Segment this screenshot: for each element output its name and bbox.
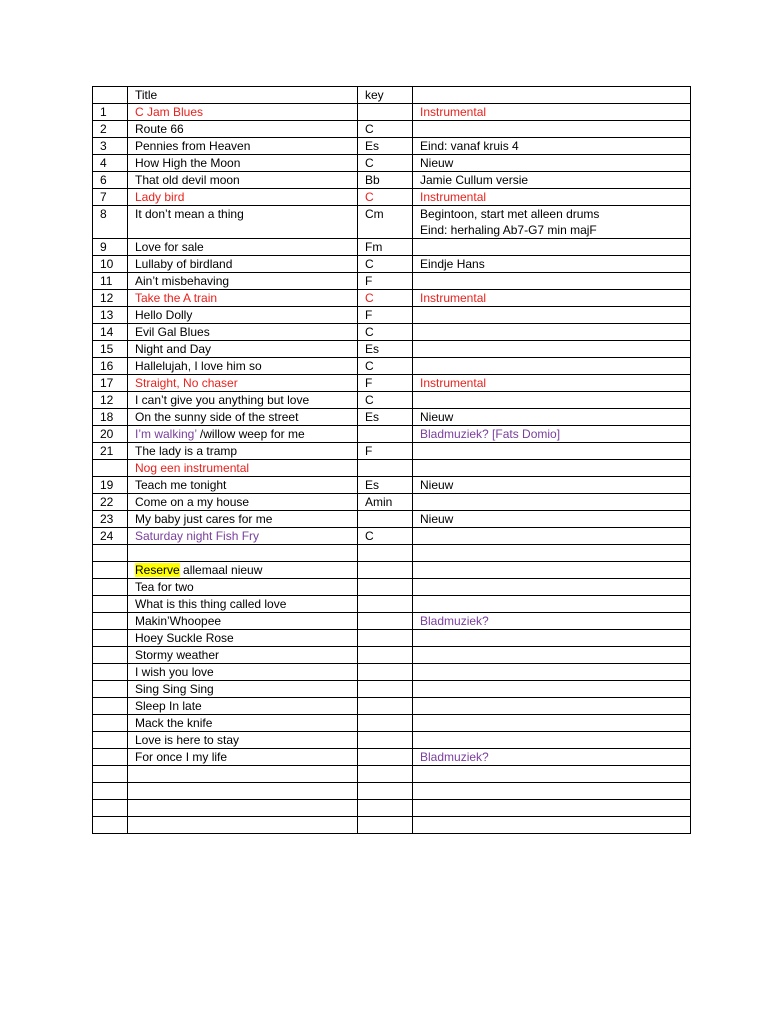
row-number	[93, 783, 128, 800]
header-number	[93, 87, 128, 104]
table-row	[93, 528, 691, 545]
note-line: Instrumental	[420, 291, 487, 305]
setlist-table	[92, 86, 691, 834]
row-number	[93, 545, 128, 562]
song-key: C	[358, 256, 413, 273]
row-number: 12	[93, 392, 128, 409]
row-number: 14	[93, 324, 128, 341]
row-number	[93, 749, 128, 766]
note-line: Jamie Cullum versie	[420, 173, 529, 187]
song-key: C	[358, 392, 413, 409]
table-row	[93, 121, 691, 138]
table-row	[93, 341, 691, 358]
song-notes	[413, 290, 691, 307]
song-notes	[413, 579, 691, 596]
table-row	[93, 647, 691, 664]
row-number	[93, 596, 128, 613]
table-row	[93, 749, 691, 766]
song-title: That old devil moon	[135, 173, 240, 187]
row-number: 3	[93, 138, 128, 155]
song-notes	[413, 715, 691, 732]
song-title: It don’t mean a thing	[135, 207, 244, 221]
song-key	[358, 579, 413, 596]
row-number	[93, 630, 128, 647]
song-title: What is this thing called love	[135, 597, 287, 611]
song-title: On the sunny side of the street	[135, 410, 299, 424]
table-row	[93, 239, 691, 256]
note-line: Nieuw	[420, 512, 454, 526]
note-line: Begintoon, start met alleen drums	[420, 207, 600, 221]
row-number: 20	[93, 426, 128, 443]
row-number	[93, 579, 128, 596]
table-row	[93, 273, 691, 290]
song-title: Straight, No chaser	[135, 376, 238, 390]
table-row	[93, 511, 691, 528]
song-title-cell	[128, 749, 358, 766]
song-key: C	[358, 358, 413, 375]
song-title-cell	[128, 766, 358, 783]
song-title-cell	[128, 528, 358, 545]
song-key: Es	[358, 477, 413, 494]
table-row	[93, 698, 691, 715]
song-notes	[413, 358, 691, 375]
song-title: C Jam Blues	[135, 105, 204, 119]
table-row	[93, 596, 691, 613]
song-notes	[413, 494, 691, 511]
note-line: Bladmuziek? [Fats Domio]	[420, 427, 561, 441]
table-row	[93, 630, 691, 647]
song-key	[358, 647, 413, 664]
song-title-cell	[128, 460, 358, 477]
note-line: Bladmuziek?	[420, 614, 489, 628]
table-row	[93, 715, 691, 732]
note-line: Instrumental	[420, 190, 487, 204]
song-notes	[413, 426, 691, 443]
row-number: 2	[93, 121, 128, 138]
song-title: Ain’t misbehaving	[135, 274, 230, 288]
header-title: Title	[128, 87, 358, 104]
note-line: Instrumental	[420, 105, 487, 119]
song-title: Reserve	[135, 563, 180, 577]
song-key	[358, 749, 413, 766]
song-title-cell	[128, 392, 358, 409]
song-notes	[413, 324, 691, 341]
row-number	[93, 766, 128, 783]
song-key: C	[358, 324, 413, 341]
song-title-cell	[128, 341, 358, 358]
row-number: 16	[93, 358, 128, 375]
song-title: Love is here to stay	[135, 733, 240, 747]
song-key: Cm	[358, 206, 413, 239]
song-title: My baby just cares for me	[135, 512, 273, 526]
table-row	[93, 324, 691, 341]
note-line: Nieuw	[420, 478, 454, 492]
table-row	[93, 817, 691, 834]
song-title: Sleep In late	[135, 699, 202, 713]
song-notes	[413, 104, 691, 121]
song-key	[358, 562, 413, 579]
header-row	[93, 87, 691, 104]
song-notes	[413, 562, 691, 579]
song-notes	[413, 172, 691, 189]
row-number: 12	[93, 290, 128, 307]
song-title: Route 66	[135, 122, 184, 136]
song-key	[358, 817, 413, 834]
song-title-cell	[128, 206, 358, 239]
note-line: Eind: vanaf kruis 4	[420, 139, 519, 153]
song-key	[358, 596, 413, 613]
song-title: Saturday night Fish Fry	[135, 529, 260, 543]
song-notes	[413, 392, 691, 409]
table-row	[93, 443, 691, 460]
row-number: 9	[93, 239, 128, 256]
row-number	[93, 613, 128, 630]
song-key	[358, 511, 413, 528]
song-title-cell	[128, 579, 358, 596]
song-title: Mack the knife	[135, 716, 213, 730]
song-title-cell	[128, 613, 358, 630]
song-notes	[413, 121, 691, 138]
row-number	[93, 817, 128, 834]
song-notes	[413, 528, 691, 545]
song-key	[358, 681, 413, 698]
song-title: Makin’Whoopee	[135, 614, 222, 628]
table-row	[93, 664, 691, 681]
song-notes	[413, 155, 691, 172]
table-row	[93, 358, 691, 375]
song-title: Lullaby of birdland	[135, 257, 233, 271]
row-number: 22	[93, 494, 128, 511]
table-row	[93, 409, 691, 426]
song-notes	[413, 460, 691, 477]
song-title: I can’t give you anything but love	[135, 393, 310, 407]
row-number: 23	[93, 511, 128, 528]
song-notes	[413, 256, 691, 273]
song-title-cell	[128, 273, 358, 290]
song-title-cell	[128, 664, 358, 681]
row-number: 7	[93, 189, 128, 206]
song-key	[358, 698, 413, 715]
song-key	[358, 732, 413, 749]
row-number: 1	[93, 104, 128, 121]
header-key: key	[358, 87, 413, 104]
song-title-cell	[128, 494, 358, 511]
song-key: F	[358, 443, 413, 460]
note-line: Eindje Hans	[420, 257, 485, 271]
song-title-cell	[128, 172, 358, 189]
table-row	[93, 562, 691, 579]
row-number: 18	[93, 409, 128, 426]
song-notes	[413, 630, 691, 647]
row-number: 6	[93, 172, 128, 189]
song-key	[358, 613, 413, 630]
song-notes	[413, 766, 691, 783]
note-line: Instrumental	[420, 376, 487, 390]
song-title: I wish you love	[135, 665, 214, 679]
note-line: Nieuw	[420, 156, 454, 170]
song-title-cell	[128, 800, 358, 817]
row-number: 10	[93, 256, 128, 273]
table-row	[93, 104, 691, 121]
song-title-cell	[128, 562, 358, 579]
song-title-cell	[128, 189, 358, 206]
row-number: 17	[93, 375, 128, 392]
song-title-cell	[128, 155, 358, 172]
song-notes	[413, 273, 691, 290]
song-notes	[413, 681, 691, 698]
song-title-cell	[128, 409, 358, 426]
song-key: F	[358, 375, 413, 392]
song-key	[358, 460, 413, 477]
row-number: 15	[93, 341, 128, 358]
song-key: C	[358, 121, 413, 138]
table-row	[93, 494, 691, 511]
table-row	[93, 392, 691, 409]
song-title: Pennies from Heaven	[135, 139, 251, 153]
song-title-cell	[128, 324, 358, 341]
song-title: For once I my life	[135, 750, 228, 764]
song-title-cell	[128, 545, 358, 562]
song-title-cell	[128, 375, 358, 392]
setlist-rows	[93, 104, 691, 834]
table-row	[93, 138, 691, 155]
song-title: Stormy weather	[135, 648, 220, 662]
song-key	[358, 664, 413, 681]
table-row	[93, 783, 691, 800]
song-notes	[413, 189, 691, 206]
row-number: 24	[93, 528, 128, 545]
song-notes	[413, 800, 691, 817]
table-row	[93, 766, 691, 783]
song-title-cell	[128, 715, 358, 732]
row-number: 11	[93, 273, 128, 290]
song-key: Es	[358, 409, 413, 426]
song-notes	[413, 817, 691, 834]
song-key	[358, 104, 413, 121]
note-line: Nieuw	[420, 410, 454, 424]
song-key: Es	[358, 138, 413, 155]
table-row	[93, 155, 691, 172]
song-title: Night and Day	[135, 342, 212, 356]
row-number	[93, 647, 128, 664]
table-row	[93, 800, 691, 817]
row-number: 8	[93, 206, 128, 239]
song-title: Evil Gal Blues	[135, 325, 210, 339]
song-notes	[413, 239, 691, 256]
header-notes	[413, 87, 691, 104]
row-number: 21	[93, 443, 128, 460]
song-title: Take the A train	[135, 291, 218, 305]
song-title: Lady bird	[135, 190, 185, 204]
table-row	[93, 206, 691, 239]
song-title-cell	[128, 817, 358, 834]
song-notes	[413, 307, 691, 324]
row-number: 13	[93, 307, 128, 324]
table-row	[93, 460, 691, 477]
table-row	[93, 307, 691, 324]
table-row	[93, 579, 691, 596]
table-row	[93, 681, 691, 698]
song-title: How High the Moon	[135, 156, 241, 170]
row-number: 19	[93, 477, 128, 494]
song-notes	[413, 613, 691, 630]
song-notes	[413, 375, 691, 392]
song-notes	[413, 732, 691, 749]
song-notes	[413, 341, 691, 358]
song-key: Bb	[358, 172, 413, 189]
table-row	[93, 189, 691, 206]
song-title-cell	[128, 307, 358, 324]
song-title-cell	[128, 477, 358, 494]
song-title-cell	[128, 511, 358, 528]
song-key	[358, 545, 413, 562]
row-number	[93, 460, 128, 477]
song-notes	[413, 664, 691, 681]
row-number: 4	[93, 155, 128, 172]
song-title-suffix: allemaal nieuw	[179, 563, 263, 577]
song-title-cell	[128, 256, 358, 273]
song-title-cell	[128, 358, 358, 375]
song-notes	[413, 409, 691, 426]
song-title: Nog een instrumental	[135, 461, 250, 475]
song-title-cell	[128, 121, 358, 138]
song-key: C	[358, 528, 413, 545]
song-title-cell	[128, 104, 358, 121]
note-line: Eind: herhaling Ab7-G7 min majF	[420, 223, 597, 237]
table-row	[93, 477, 691, 494]
song-key: C	[358, 155, 413, 172]
song-title: Teach me tonight	[135, 478, 227, 492]
table-row	[93, 545, 691, 562]
row-number	[93, 698, 128, 715]
song-key	[358, 630, 413, 647]
song-title-cell	[128, 239, 358, 256]
song-title: Come on a my house	[135, 495, 250, 509]
song-notes	[413, 698, 691, 715]
song-title-suffix: /willow weep for me	[196, 427, 305, 441]
row-number	[93, 664, 128, 681]
song-key: C	[358, 189, 413, 206]
song-key: F	[358, 273, 413, 290]
song-title-cell	[128, 290, 358, 307]
song-notes	[413, 783, 691, 800]
table-row	[93, 732, 691, 749]
song-notes	[413, 443, 691, 460]
row-number	[93, 562, 128, 579]
song-title: Love for sale	[135, 240, 204, 254]
row-number	[93, 715, 128, 732]
song-title-cell	[128, 681, 358, 698]
song-title-cell	[128, 732, 358, 749]
song-key: F	[358, 307, 413, 324]
song-notes	[413, 749, 691, 766]
song-notes	[413, 206, 691, 239]
song-title-cell	[128, 426, 358, 443]
song-title-cell	[128, 698, 358, 715]
song-title: Hello Dolly	[135, 308, 193, 322]
table-row	[93, 613, 691, 630]
song-key	[358, 783, 413, 800]
song-title: The lady is a tramp	[135, 444, 238, 458]
song-key	[358, 715, 413, 732]
song-title-cell	[128, 647, 358, 664]
song-title: Sing Sing Sing	[135, 682, 214, 696]
song-notes	[413, 511, 691, 528]
song-title-cell	[128, 138, 358, 155]
song-title: Hoey Suckle Rose	[135, 631, 234, 645]
table-row	[93, 290, 691, 307]
song-title: Hallelujah, I love him so	[135, 359, 262, 373]
song-title-cell	[128, 596, 358, 613]
note-line: Bladmuziek?	[420, 750, 489, 764]
song-title-cell	[128, 443, 358, 460]
song-title: I’m walking’	[135, 427, 197, 441]
song-notes	[413, 545, 691, 562]
song-key: Amin	[358, 494, 413, 511]
song-title-cell	[128, 630, 358, 647]
song-key	[358, 426, 413, 443]
song-notes	[413, 647, 691, 664]
row-number	[93, 732, 128, 749]
song-key: Es	[358, 341, 413, 358]
song-notes	[413, 596, 691, 613]
song-title: Tea for two	[135, 580, 194, 594]
table-row	[93, 426, 691, 443]
song-notes	[413, 138, 691, 155]
row-number	[93, 681, 128, 698]
song-key: C	[358, 290, 413, 307]
song-key	[358, 800, 413, 817]
song-title-cell	[128, 783, 358, 800]
table-row	[93, 256, 691, 273]
song-key	[358, 766, 413, 783]
song-notes	[413, 477, 691, 494]
row-number	[93, 800, 128, 817]
table-row	[93, 172, 691, 189]
table-row	[93, 375, 691, 392]
song-key: Fm	[358, 239, 413, 256]
